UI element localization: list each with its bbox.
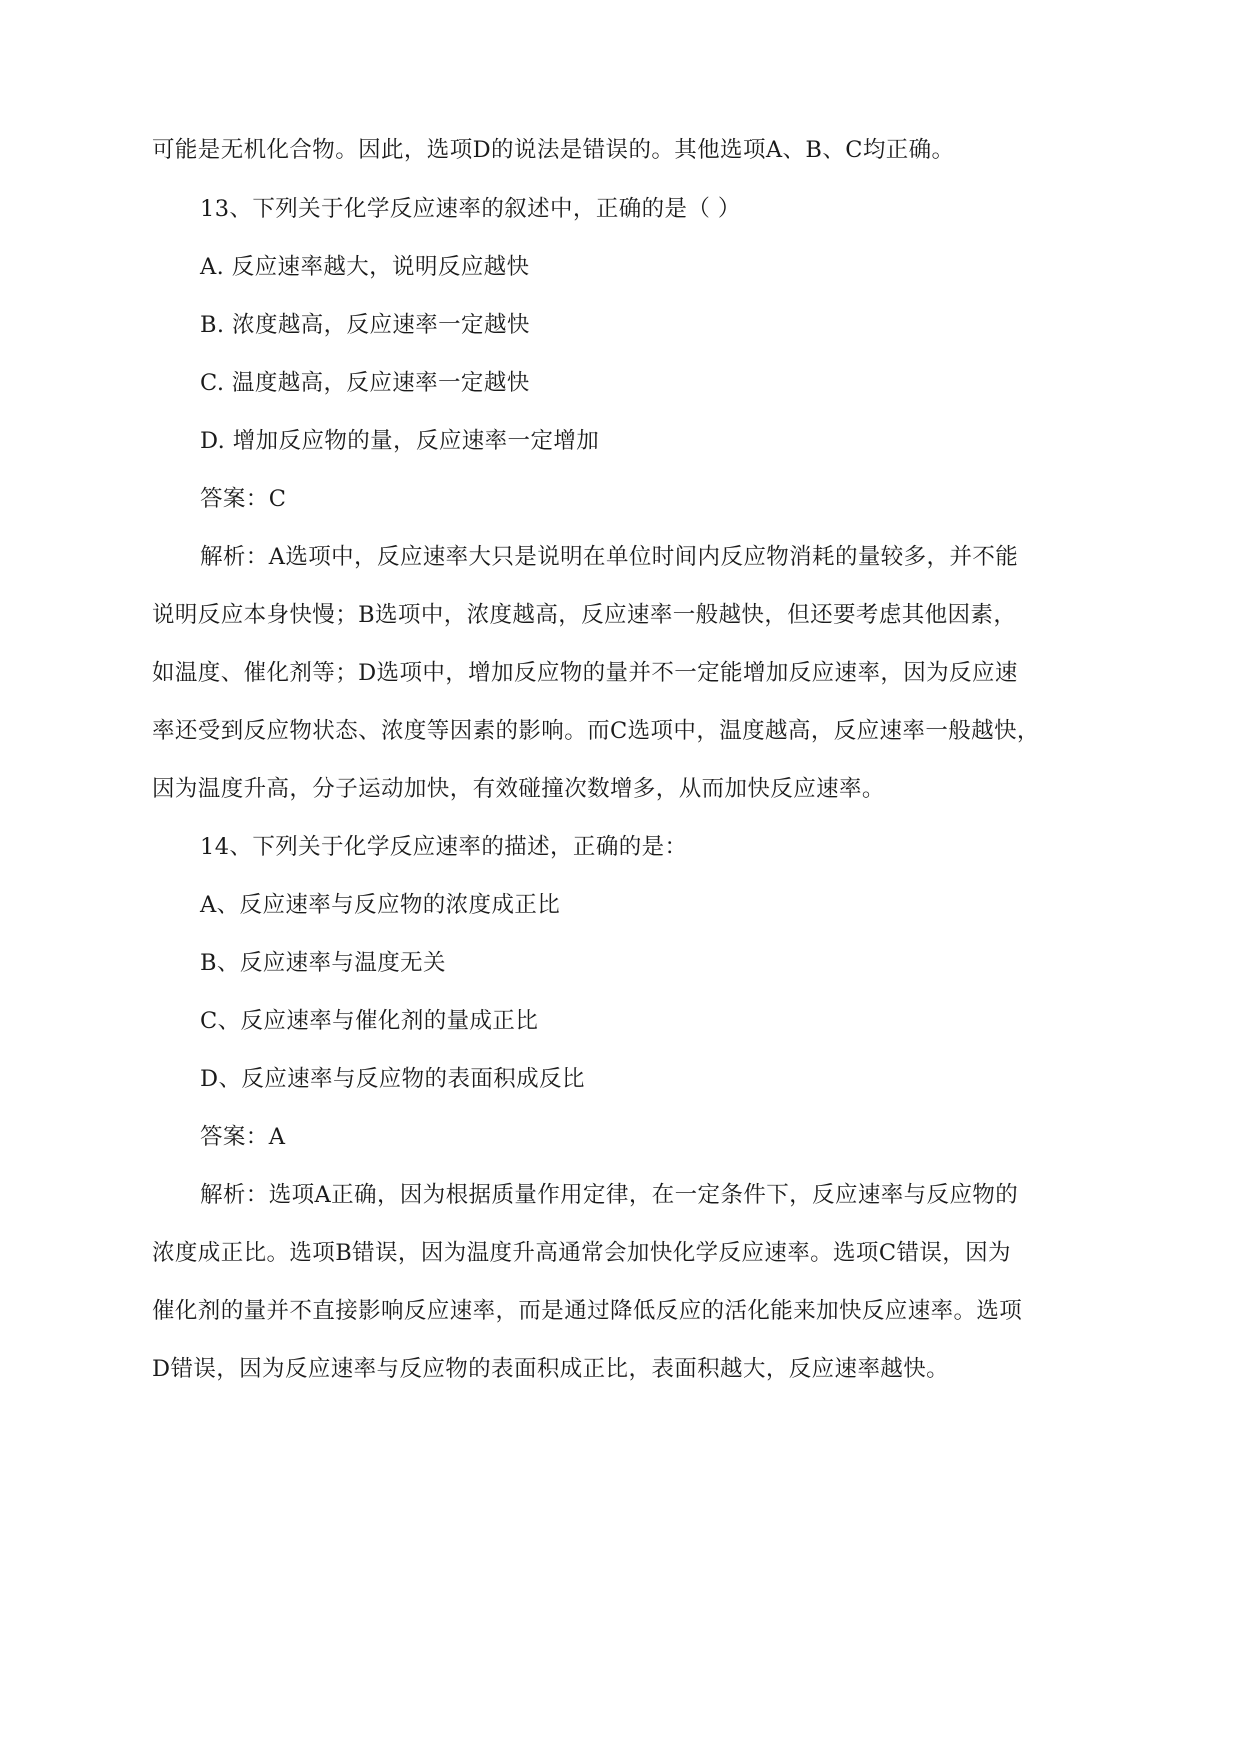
question-13-stem: 13、下列关于化学反应速率的叙述中，正确的是（ ）: [200, 196, 741, 222]
question-13-option-d: D. 增加反应物的量，反应速率一定增加: [200, 428, 600, 454]
question-13-analysis-line: 解析：A选项中，反应速率大只是说明在单位时间内反应物消耗的量较多，并不能: [200, 544, 1019, 570]
intro-line: 可能是无机化合物。因此，选项D的说法是错误的。其他选项A、B、C均正确。: [152, 137, 955, 163]
question-13-analysis-line: 率还受到反应物状态、浓度等因素的影响。而C选项中，温度越高，反应速率一般越快，: [152, 718, 1040, 744]
question-14-option-a: A、反应速率与反应物的浓度成正比: [200, 892, 561, 918]
question-13-option-a: A. 反应速率越大，说明反应越快: [200, 254, 530, 280]
question-13-answer: 答案：C: [200, 486, 287, 512]
question-14-option-b: B、反应速率与温度无关: [200, 950, 446, 976]
question-14-stem: 14、下列关于化学反应速率的描述，正确的是：: [200, 834, 688, 860]
question-14-option-c: C、反应速率与催化剂的量成正比: [200, 1008, 539, 1034]
question-14-analysis-line: 催化剂的量并不直接影响反应速率，而是通过降低反应的活化能来加快反应速率。选项: [152, 1298, 1023, 1324]
question-13-option-b: B. 浓度越高，反应速率一定越快: [200, 312, 530, 338]
question-14-analysis-line: 解析：选项A正确，因为根据质量作用定律，在一定条件下，反应速率与反应物的: [200, 1182, 1019, 1208]
question-14-answer: 答案：A: [200, 1124, 286, 1150]
question-14-option-d: D、反应速率与反应物的表面积成反比: [200, 1066, 585, 1092]
question-14-analysis-line: D错误，因为反应速率与反应物的表面积成正比，表面积越大，反应速率越快。: [152, 1356, 950, 1382]
question-13-option-c: C. 温度越高，反应速率一定越快: [200, 370, 530, 396]
question-13-analysis-line: 如温度、催化剂等；D选项中，增加反应物的量并不一定能增加反应速率，因为反应速: [152, 660, 1018, 686]
question-13-analysis-line: 说明反应本身快慢；B选项中，浓度越高，反应速率一般越快，但还要考虑其他因素，: [152, 602, 1017, 628]
question-13-analysis-line: 因为温度升高，分子运动加快，有效碰撞次数增多，从而加快反应速率。: [152, 776, 885, 802]
question-14-analysis-line: 浓度成正比。选项B错误，因为温度升高通常会加快化学反应速率。选项C错误，因为: [152, 1240, 1011, 1266]
